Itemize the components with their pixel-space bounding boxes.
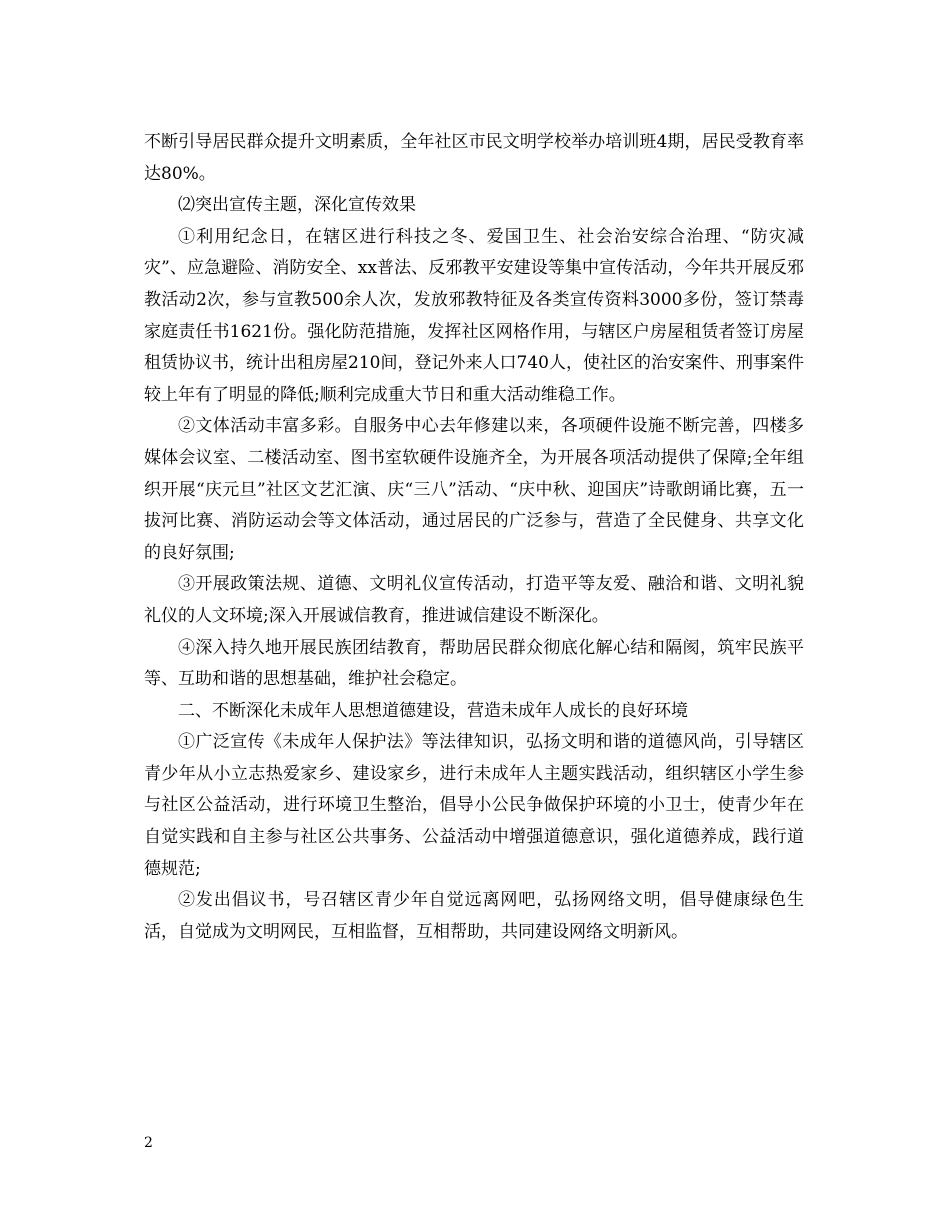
paragraph-minors-protection: ①广泛宣传《未成年人保护法》等法律知识，弘扬文明和谐的道德风尚，引导辖区青少年从小立志热爱家乡、建设家乡，进行未成年人主题实践活动，组织辖区小学生参与社区公益活动，进行环境卫生整治，倡导小公民争做保护环境的小卫士，使青少年在自觉实践和自主参与社区公共事务、公益活动中增强道德意识，强化道德养成，践行道德规范; (144, 732, 804, 879)
paragraph-cultural-activities: ②文体活动丰富多彩。自服务中心去年修建以来，各项硬件设施不断完善，四楼多媒体会议室、二楼活动室、图书室软硬件设施齐全，为开展各项活动提供了保障;全年组织开展“庆元旦”社区文艺汇演、庆“三八”活动、“庆中秋、迎国庆”诗歌朗诵比赛，五一拔河比赛、消防运动会等文体活动，通过居民的广泛参与，营造了全民健身、共享文化的良好氛围; (144, 416, 804, 563)
document-body (144, 127, 804, 948)
paragraph-continuation: 不断引导居民群众提升文明素质，全年社区市民文明学校举办培训班4期，居民受教育率达80%。 (144, 132, 804, 184)
section-heading-minors: 二、不断深化未成年人思想道德建设，营造未成年人成长的良好环境 (178, 700, 688, 721)
paragraph-etiquette-campaign: ③开展政策法规、道德、文明礼仪宣传活动，打造平等友爱、融洽和谐、文明礼貌礼仪的人文环境;深入开展诚信教育，推进诚信建设不断深化。 (144, 574, 804, 626)
paragraph-commemoration-days: ①利用纪念日，在辖区进行科技之冬、爱国卫生、社会治安综合治理、“防灾减灾”、应急避险、消防安全、xx普法、反邪教平安建设等集中宣传活动，今年共开展反邪教活动2次，参与宣教500余人次，发放邪教特征及各类宣传资料3000多份，签订禁毒家庭责任书1621份。强化防范措施，发挥社区网格作用，与辖区户房屋租赁者签订房屋租赁协议书，统计出租房屋210间，登记外来人口740人，使社区的治安案件、刑事案件较上年有了明显的降低;顺利完成重大节日和重大活动维稳工作。 (144, 226, 804, 405)
subheading-publicity-theme: ⑵突出宣传主题，深化宣传效果 (178, 195, 416, 216)
paragraph-ethnic-unity: ④深入持久地开展民族团结教育，帮助居民群众彻底化解心结和隔阂，筑牢民族平等、互助和谐的思想基础，维护社会稳定。 (144, 637, 804, 690)
paragraph-internet-civility: ②发出倡议书，号召辖区青少年自觉远离网吧，弘扬网络文明，倡导健康绿色生活，自觉成为文明网民，互相监督，互相帮助，共同建设网络文明新风。 (144, 890, 804, 942)
page-number: 2 (144, 1135, 153, 1151)
